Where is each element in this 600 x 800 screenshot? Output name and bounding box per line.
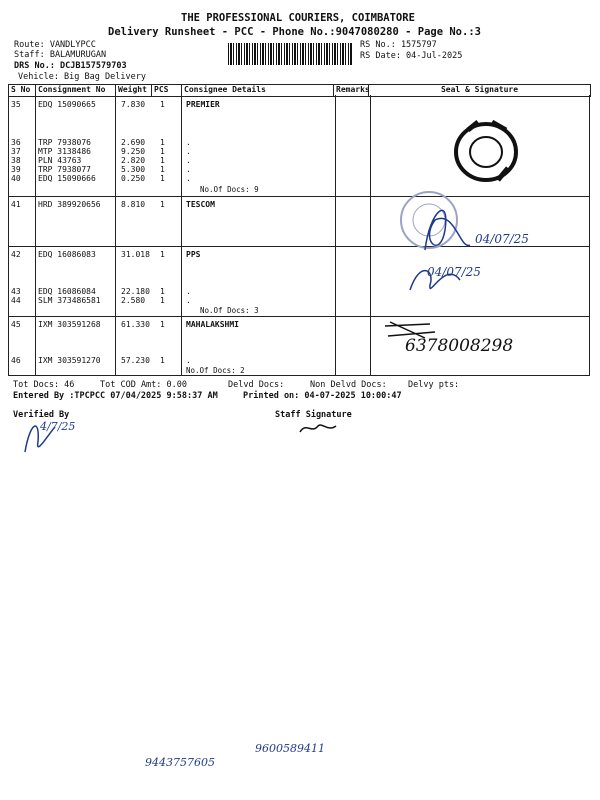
doc-count: No.Of Docs: 9: [200, 185, 259, 194]
staff-signature-label: Staff Signature: [275, 410, 352, 420]
handwritten-phone: 9443757605: [145, 756, 215, 769]
table-col-divider: [370, 95, 371, 375]
total-cod: Tot COD Amt: 0.00: [100, 380, 187, 390]
delivery-points: Delvy pts:: [408, 380, 460, 390]
handwritten-phone: 6378008298: [405, 336, 514, 356]
handwritten-date: 04/07/25: [427, 265, 481, 279]
table-border-left: [8, 95, 9, 375]
printed-on: Printed on: 04-07-2025 10:00:47: [243, 391, 402, 401]
barcode-image: [228, 43, 353, 65]
rs-number: RS No.: 1575797: [360, 40, 437, 50]
handwritten-date: 4/7/25: [40, 420, 76, 433]
company-name: THE PROFESSIONAL COURIERS, COIMBATORE: [181, 12, 415, 24]
col-consignee: Consignee Details: [182, 85, 334, 97]
table-col-divider: [115, 95, 116, 375]
entered-by: Entered By :TPCPCC 07/04/2025 9:58:37 AM: [13, 391, 218, 401]
drs-number: DRS No.: DCJB157579703: [14, 61, 127, 71]
total-docs: Tot Docs: 46: [13, 380, 75, 390]
non-delivered-docs: Non Delvd Docs:: [310, 380, 387, 390]
group-divider: [8, 316, 590, 317]
table-col-divider: [181, 95, 182, 375]
handwritten-phone: 9600589411: [255, 742, 325, 755]
staff-signature-mark: [298, 420, 338, 436]
handwritten-date: 04/07/25: [475, 232, 529, 246]
verified-by-label: Verified By: [13, 410, 70, 420]
delivered-docs: Delvd Docs:: [228, 380, 285, 390]
table-col-divider: [35, 95, 36, 375]
handwritten-signature: [400, 190, 580, 310]
table-border-right: [589, 95, 590, 375]
route-label: Route: VANDLYPCC: [14, 40, 96, 50]
col-seal: Seal & Signature: [369, 85, 591, 97]
table-col-divider: [335, 95, 336, 375]
doc-count: No.Of Docs: 3: [200, 306, 259, 315]
col-consignment: Consignment No: [36, 85, 116, 97]
col-weight: Weight: [116, 85, 152, 97]
runsheet-subtitle: Delivery Runsheet - PCC - Phone No.:9047080280 - Page No.:3: [108, 26, 481, 38]
runsheet-table-header: [8, 84, 591, 97]
vehicle-label: Vehicle: Big Bag Delivery: [18, 72, 146, 82]
rs-date: RS Date: 04-Jul-2025: [360, 51, 463, 61]
seal-stamp: [448, 118, 528, 188]
col-remarks: Remarks: [334, 85, 369, 97]
doc-count: No.Of Docs: 2: [186, 366, 245, 375]
table-bottom: [8, 375, 590, 376]
col-pcs: PCS: [152, 85, 182, 97]
staff-label: Staff: BALAMURUGAN: [14, 50, 107, 60]
col-sno: S No: [9, 85, 36, 97]
